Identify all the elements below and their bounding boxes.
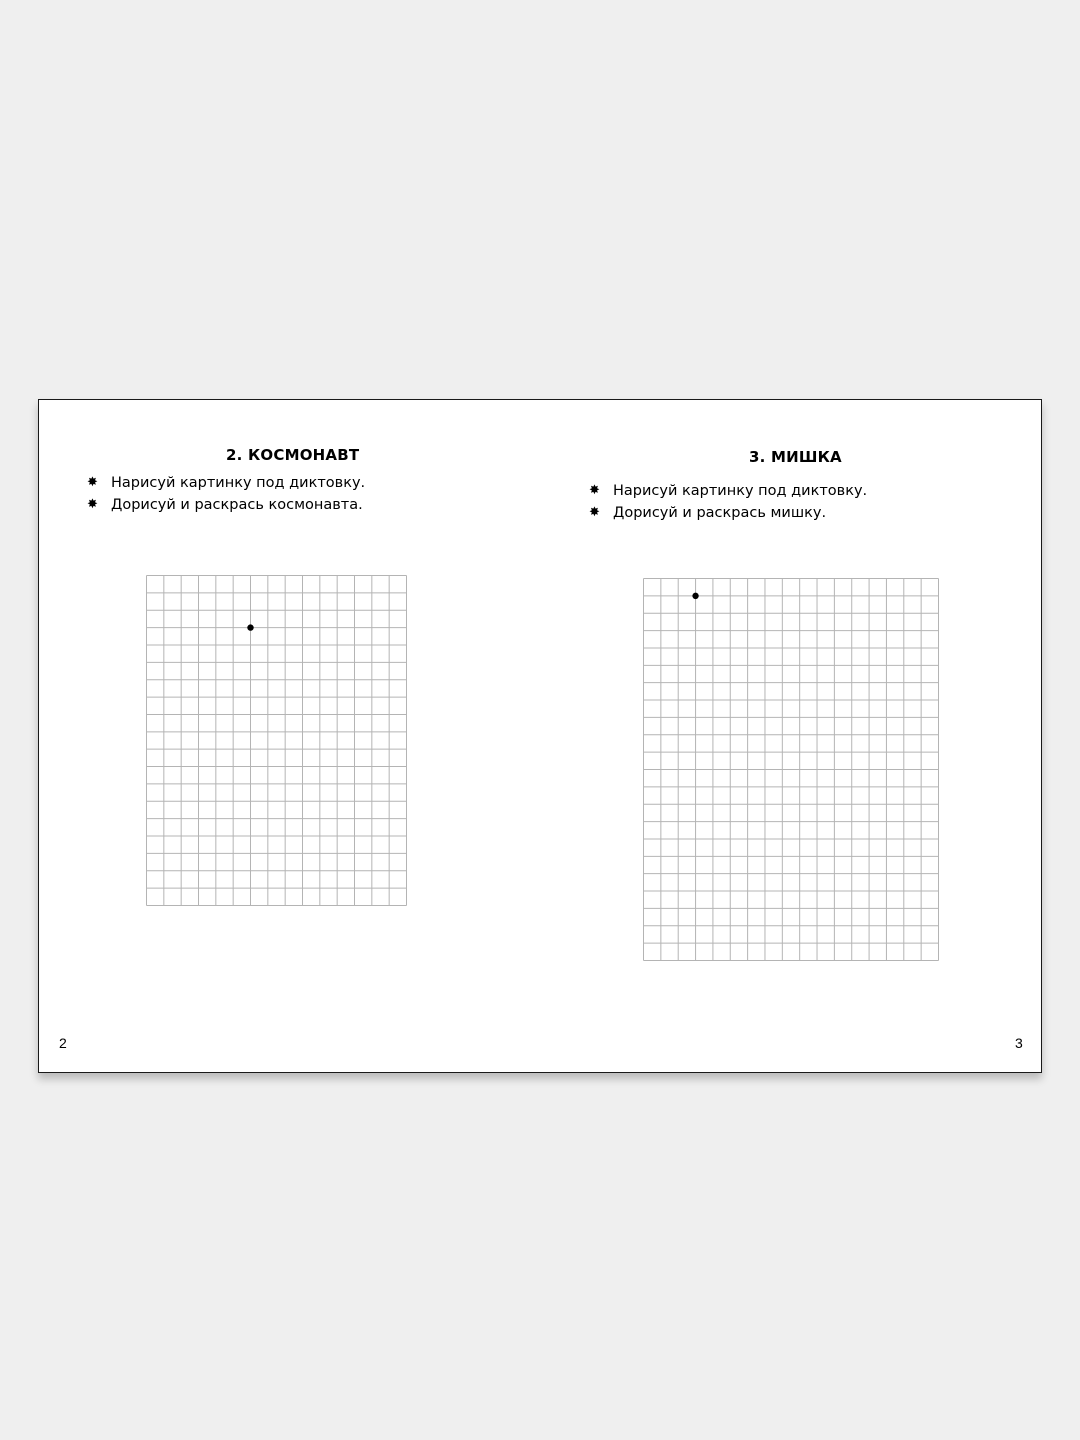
page-number: 3 xyxy=(1015,1035,1023,1051)
instruction-item xyxy=(87,472,365,494)
instruction-text: Нарисуй картинку под диктовку. xyxy=(111,475,366,491)
asterisk-icon: ✸ xyxy=(87,475,98,490)
instruction-item xyxy=(589,480,867,502)
instruction-list xyxy=(87,472,365,516)
right-page xyxy=(540,400,1041,1072)
instruction-text: Нарисуй картинку под диктовку. xyxy=(613,483,868,499)
page-number: 2 xyxy=(59,1035,67,1051)
start-dot xyxy=(692,593,698,599)
asterisk-icon: ✸ xyxy=(589,483,600,498)
book-spread xyxy=(38,399,1042,1073)
drawing-grid-cosmonaut[interactable] xyxy=(146,575,407,906)
instruction-text: Дорисуй и раскрась космонавта. xyxy=(111,497,363,513)
left-page xyxy=(39,400,540,1072)
instruction-list xyxy=(589,480,867,524)
drawing-grid-bear[interactable] xyxy=(643,578,939,961)
asterisk-icon: ✸ xyxy=(87,497,98,512)
page-title-cosmonaut: 2. КОСМОНАВТ xyxy=(226,446,360,464)
start-dot xyxy=(247,624,253,630)
instruction-text: Дорисуй и раскрась мишку. xyxy=(613,505,827,521)
page-title-bear: 3. МИШКА xyxy=(749,448,842,466)
asterisk-icon: ✸ xyxy=(589,505,600,520)
instruction-item xyxy=(87,494,365,516)
instruction-item xyxy=(589,502,867,524)
